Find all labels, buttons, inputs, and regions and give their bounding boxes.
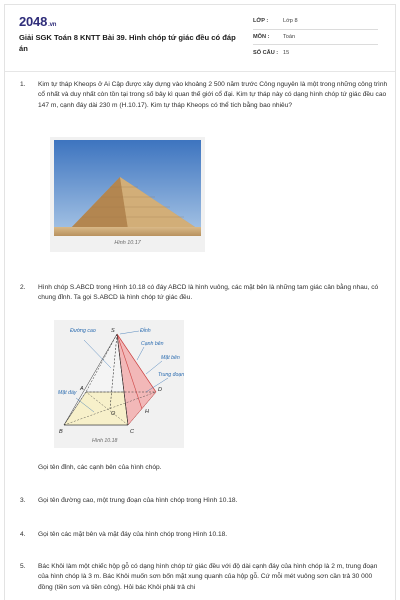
question-text: Gọi tên đường cao, một trung đoạn của hình chóp trong Hình 10.18. [38, 497, 238, 504]
meta-value: Toán [283, 33, 296, 40]
point-O: O [111, 411, 116, 417]
figure-pyramid-photo [50, 137, 205, 252]
label-mat-day: Mặt đáy [58, 390, 77, 396]
pyramid-photo-image [50, 137, 205, 252]
figure-pyramid-diagram [54, 320, 184, 448]
question-number: 4. [20, 531, 26, 538]
meta-row-class [253, 14, 378, 30]
point-H: H [145, 409, 149, 415]
figure-caption: Hình 10.17 [114, 240, 141, 246]
meta-info-table [253, 14, 378, 61]
vertex-D: D [158, 387, 162, 393]
vertex-A: A [80, 386, 84, 392]
meta-key: MÔN : [253, 33, 270, 40]
meta-key: SỐ CÂU : [253, 49, 279, 56]
label-mat-ben: Mặt bên [161, 355, 180, 361]
header-divider [5, 71, 395, 72]
question-number: 3. [20, 497, 26, 504]
label-canh-ben: Cạnh bên [141, 341, 164, 347]
label-dinh: Đỉnh [140, 328, 151, 334]
label-trung-doan: Trung đoạn [158, 372, 184, 378]
label-duong-cao: Đường cao [70, 328, 96, 334]
question-text: Gọi tên các mặt bên và mặt đáy của hình chóp trong Hình 10.18. [38, 531, 228, 538]
question-2-followup: Gọi tên đỉnh, các cạnh bên của hình chóp. [38, 464, 162, 471]
question-text: Kim tự tháp Kheops ở Ai Cập được xây dựng vào khoảng 2 500 năm trước Công nguyên là một trong những công trình cổ nhất và duy nhất còn tồn tại trong số bảy kì quan thế giới cổ đại. Kim tự tháp này có dạng hình chóp tứ giác đều cao 147 m, cạnh đáy dài 230 m (H.10.17). Kim tự tháp Kheops có thể tích bằng bao nhiêu? [38, 81, 388, 109]
question-number: 2. [20, 284, 26, 291]
document-title: Giải SGK Toán 8 KNTT Bài 39. Hình chóp tứ giác đều có đáp án [19, 33, 236, 53]
pyramid-diagram-image [54, 320, 184, 448]
question-text: Hình chóp S.ABCD trong Hình 10.18 có đáy ABCD là hình vuông, các mặt bên là những tam giác cân bằng nhau, có chung đỉnh. Ta gọi S.ABCD là hình chóp tứ giác đều. [38, 284, 379, 302]
meta-key: LỚP : [253, 18, 269, 25]
question-number: 5. [20, 563, 26, 570]
meta-value: 15 [283, 49, 290, 56]
vertex-C: C [130, 429, 134, 435]
site-logo[interactable]: 2048.vn [19, 14, 57, 29]
question-text: Bác Khôi làm một chiếc hộp gỗ có dạng hình chóp tứ giác đều với độ dài cạnh đáy của hình chóp là 2 m, trung đoạn của hình chóp là 3 m. Bác Khôi muốn sơn bốn mặt xung quanh của hộp gỗ. Cứ mỗi mét vuông sơn cần trả 30 000 đồng (tiền sơn và tiền công). Hỏi bác Khôi phải trả chi [38, 563, 378, 591]
vertex-S: S [111, 328, 115, 334]
question-number: 1. [20, 81, 26, 88]
meta-row-count [253, 45, 378, 61]
meta-row-subject [253, 30, 378, 46]
meta-value: Lớp 8 [283, 18, 298, 25]
vertex-B: B [59, 429, 63, 435]
figure-caption: Hình 10.18 [92, 438, 118, 444]
